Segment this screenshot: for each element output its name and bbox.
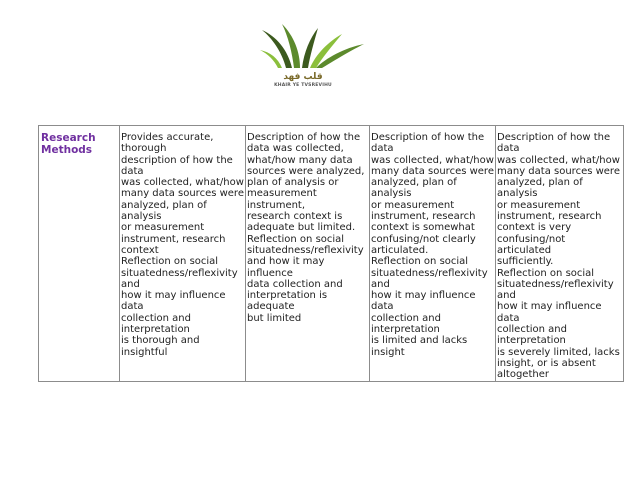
rubric-cell-good: Description of how the data was collected, what/how many data sources were analyzed, plan of analysis or measurement instrument, research context is adequate but limited. Reflection on social situatedness/reflexivity and how it may influence data collection and interpretation is adequate but limited: [246, 126, 370, 382]
table-row: [39, 126, 624, 382]
palm-leaf-icon: [258, 22, 370, 72]
university-logo: [258, 22, 370, 98]
logo-arabic-text: قلب فهد: [283, 72, 323, 82]
rubric-cell-excellent: Provides accurate, thorough description of how the data was collected, what/how many data sources were analyzed, plan of analysis or measurement instrument, research context Reflection on social situatedness/reflexivity and how it may influence data collection and interpretation is thorough and insightful: [120, 126, 246, 382]
rubric-table: [38, 125, 624, 382]
rubric-cell-poor: Description of how the data was collected, what/how many data sources were analyzed, plan of analysis or measurement instrument, research context is very confusing/not articulated sufficiently. Reflection on social situatedness/reflexivity and how it may influence data collection and interpretation is severely limited, lacks insight, or is absent altogether: [496, 126, 624, 382]
row-header-research-methods: Research Methods: [39, 126, 120, 382]
logo-english-text: KHAIR YE TVSREVIHU: [274, 83, 332, 88]
rubric-cell-fair: Description of how the data was collected, what/how many data sources were analyzed, plan of analysis or measurement instrument, research context is somewhat confusing/not clearly articulated. Reflection on social situatedness/reflexivity and how it may influence data collection and interpretation is limited and lacks insight: [370, 126, 496, 382]
